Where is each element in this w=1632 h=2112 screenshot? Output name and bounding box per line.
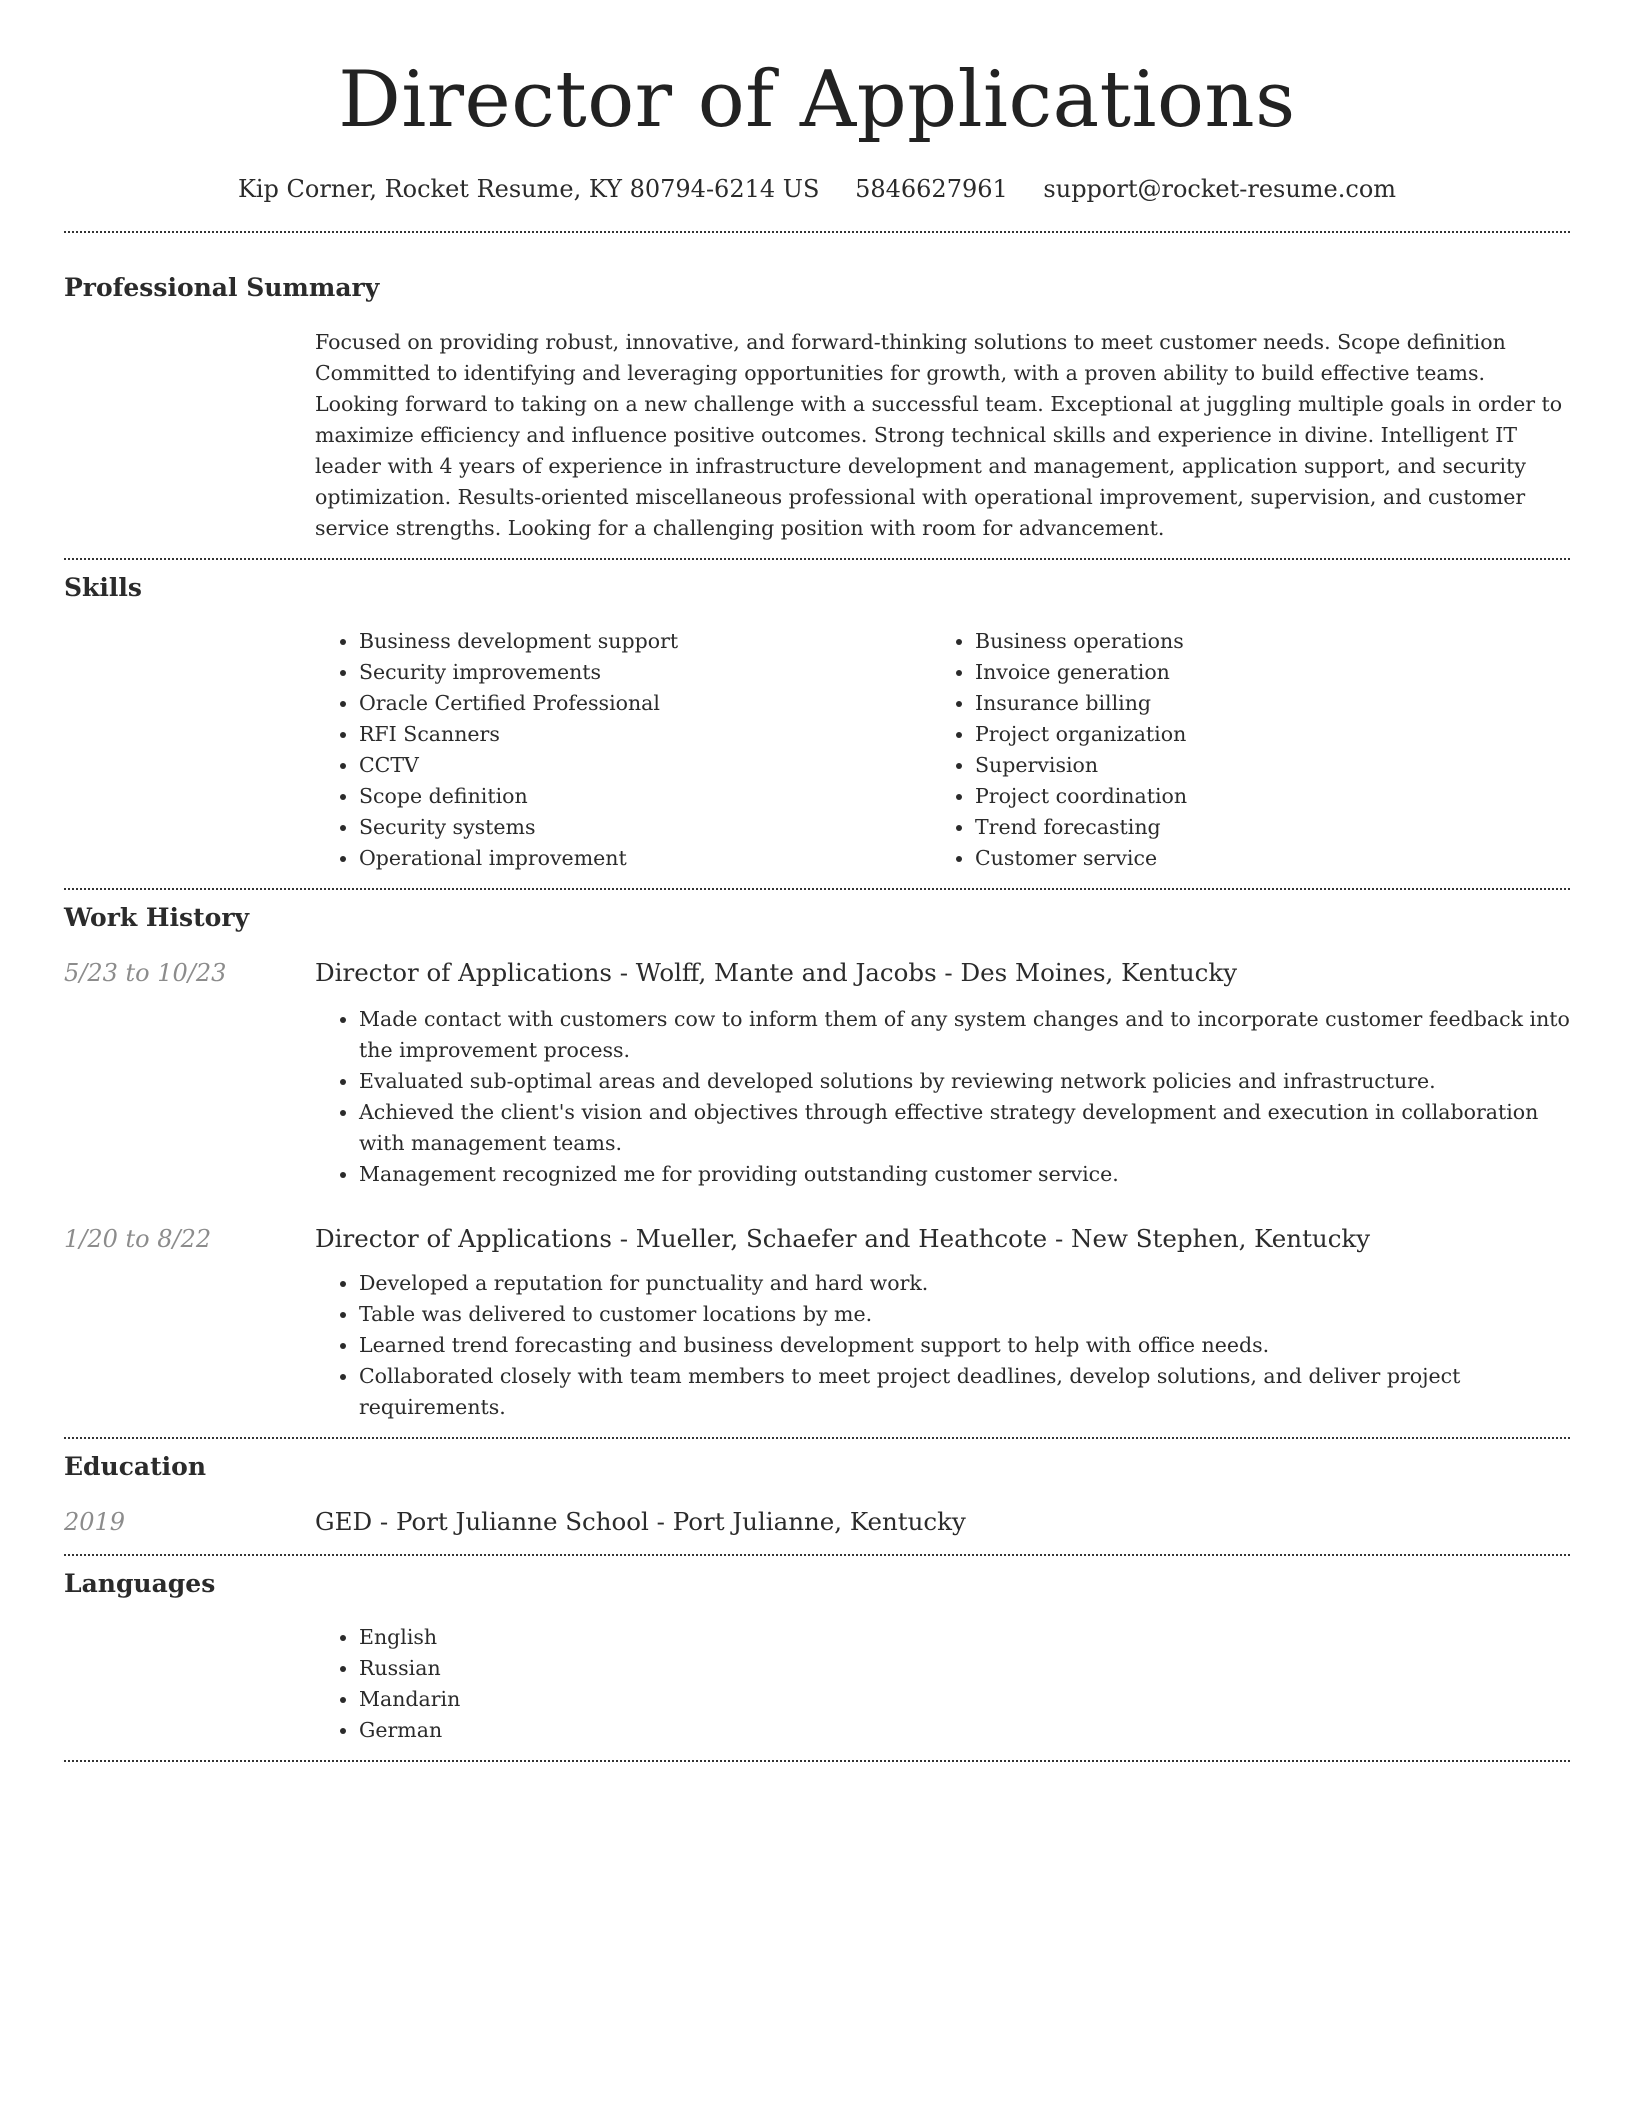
divider	[64, 558, 1570, 560]
list-item: • Evaluated sub-optimal areas and developed solutions by reviewing network policies and infrastructure.	[359, 1066, 1570, 1097]
list-item: • Made contact with customers cow to inform them of any system changes and to incorporate customer feedback into the improvement process.	[359, 1004, 1570, 1066]
section-title-skills: Skills	[64, 573, 142, 602]
list-item: • Trend forecasting	[975, 812, 1535, 843]
list-item: • Collaborated closely with team members to meet project deadlines, develop solutions, and deliver project requirements.	[359, 1361, 1570, 1423]
job-title: Director of Applications - Mueller, Schaefer and Heathcote - New Stephen, Kentucky	[315, 1224, 1371, 1253]
skills-list-left	[315, 626, 931, 874]
list-item: • Mandarin	[359, 1684, 1570, 1715]
job-title: Director of Applications - Wolff, Mante and Jacobs - Des Moines, Kentucky	[315, 958, 1238, 987]
list-item: • Business development support	[359, 626, 931, 657]
job-dates: 1/20 to 8/22	[64, 1225, 212, 1253]
education-entry	[64, 1507, 1570, 1537]
skills-grid	[315, 626, 1570, 874]
education-year: 2019	[64, 1508, 126, 1536]
job-header	[64, 958, 1570, 988]
contact-phone: 5846627961	[855, 175, 1008, 203]
list-item: • Operational improvement	[359, 843, 931, 874]
resume-title: Director of Applications	[338, 55, 1296, 145]
job-details	[315, 1004, 1570, 1190]
list-item: • Scope definition	[359, 781, 931, 812]
summary-text: Focused on providing robust, innovative, and forward-thinking solutions to meet customer needs. Scope definition Committed to identifying and leveraging opportunities for growth, with a proven ability to build effective teams. Looking forward to taking on a new challenge with a successful team. Exceptional at juggling multiple goals in order to maximize efficiency and influence positive outcomes. Strong technical skills and experience in divine. Intelligent IT leader with 4 years of experience in infrastructure development and management, application support, and security optimization. Results-oriented miscellaneous professional with operational improvement, supervision, and customer service strengths. Looking for a challenging position with room for advancement.	[315, 330, 1563, 540]
education-title: GED - Port Julianne School - Port Julianne, Kentucky	[315, 1507, 966, 1536]
divider	[64, 1437, 1570, 1439]
resume-page	[64, 0, 1570, 1762]
contact-line	[64, 174, 1570, 204]
list-item: • Security improvements	[359, 657, 931, 688]
list-item: • Invoice generation	[975, 657, 1535, 688]
list-item: • RFI Scanners	[359, 719, 931, 750]
list-item: • Management recognized me for providing outstanding customer service.	[359, 1159, 1570, 1190]
list-item: • Business operations	[975, 626, 1535, 657]
section-title-education: Education	[64, 1452, 207, 1481]
list-item: • Table was delivered to customer locations by me.	[359, 1299, 1570, 1330]
list-item: • Security systems	[359, 812, 931, 843]
job-details	[315, 1268, 1570, 1423]
list-item: • Russian	[359, 1653, 1570, 1684]
contact-address: Kip Corner, Rocket Resume, KY 80794-6214 US	[237, 175, 820, 203]
list-item: • Learned trend forecasting and business development support to help with office needs.	[359, 1330, 1570, 1361]
list-item: • Insurance billing	[975, 688, 1535, 719]
list-item: • Oracle Certified Professional	[359, 688, 931, 719]
list-item: • Project organization	[975, 719, 1535, 750]
list-item: • German	[359, 1715, 1570, 1746]
job-dates: 5/23 to 10/23	[64, 959, 227, 987]
list-item: • Customer service	[975, 843, 1535, 874]
list-item: • Achieved the client's vision and objectives through effective strategy development and execution in collaboration with management teams.	[359, 1097, 1570, 1159]
skills-list-right	[931, 626, 1535, 874]
job-bullets	[315, 1004, 1570, 1190]
list-item: • Supervision	[975, 750, 1535, 781]
job-bullets	[315, 1268, 1570, 1423]
list-item: • English	[359, 1622, 1570, 1653]
list-item: • Project coordination	[975, 781, 1535, 812]
section-title-languages: Languages	[64, 1569, 216, 1598]
list-item: • Developed a reputation for punctuality and hard work.	[359, 1268, 1570, 1299]
section-title-work: Work History	[64, 903, 250, 932]
languages-body	[315, 1622, 1570, 1746]
languages-list	[315, 1622, 1570, 1746]
contact-email: support@rocket-resume.com	[1043, 175, 1397, 203]
job-header	[64, 1224, 1570, 1254]
divider	[64, 1760, 1570, 1762]
divider	[64, 888, 1570, 890]
section-title-summary: Professional Summary	[64, 273, 380, 302]
summary-body	[315, 327, 1570, 544]
list-item: • CCTV	[359, 750, 931, 781]
divider	[64, 231, 1570, 233]
divider	[64, 1554, 1570, 1556]
